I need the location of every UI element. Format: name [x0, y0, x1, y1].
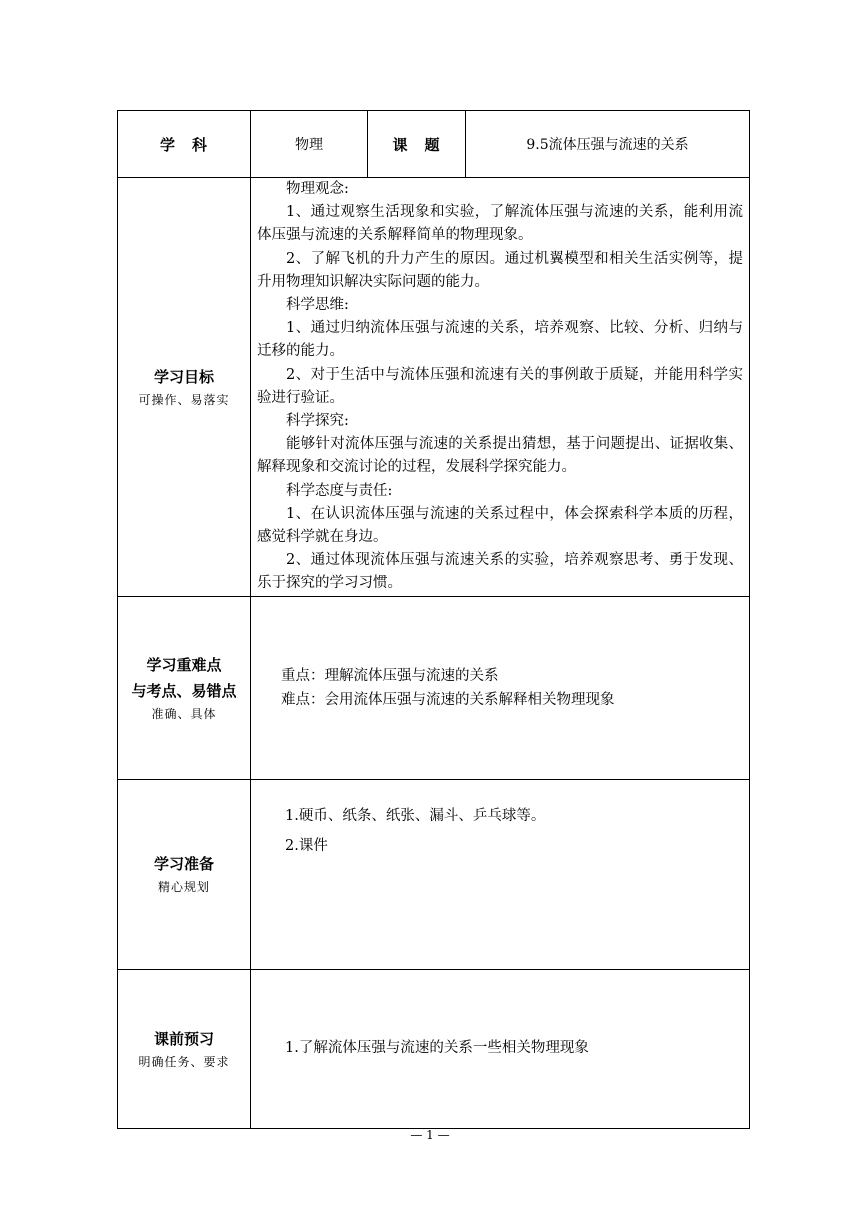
- subject-value: 物理: [251, 111, 368, 178]
- key-points-sublabel: 准确、具体: [151, 706, 217, 721]
- goals-paragraph: 1、在认识流体压强与流速的关系过程中，体会探索科学本质的历程，感觉科学就在身边。: [257, 505, 743, 546]
- goals-paragraph: 1、通过归纳流体压强与流速的关系，培养观察、比较、分析、归纳与迁移的能力。: [257, 320, 743, 360]
- preview-sublabel: 明确任务、要求: [138, 1054, 230, 1069]
- goals-content: [251, 178, 750, 597]
- topic-label: 课 题: [368, 111, 466, 178]
- key-points-label-cell: [118, 596, 251, 779]
- preparation-label: 学习准备: [153, 855, 214, 874]
- key-points-row: [118, 596, 750, 779]
- preparation-content: [251, 779, 750, 969]
- goals-label: 学习目标: [153, 367, 214, 386]
- preview-label-cell: [118, 969, 251, 1128]
- header-row: [118, 111, 750, 178]
- preview-label: 课前预习: [153, 1029, 214, 1048]
- goals-paragraph: 能够针对流体压强与流速的关系提出猜想，基于问题提出、证据收集、解释现象和交流讨论的过程，发展科学探究能力。: [257, 436, 743, 476]
- preparation-item: 1.硬币、纸条、纸张、漏斗、乒乓球等。: [285, 807, 546, 824]
- goals-label-cell: [118, 178, 251, 597]
- key-points-content: [251, 596, 750, 779]
- goals-paragraph: 2、对于生活中与流体压强和流速有关的事例敢于质疑，并能用科学实验进行验证。: [257, 366, 743, 406]
- lesson-plan-table: [117, 110, 750, 1129]
- preparation-sublabel: 精心规划: [157, 880, 210, 895]
- goals-sublabel: 可操作、易落实: [138, 392, 230, 407]
- goals-paragraph: 1、通过观察生活现象和实验，了解流体压强与流速的关系，能利用流体压强与流速的关系解释简单的物理现象。: [257, 204, 743, 244]
- preview-text: 1.了解流体压强与流速的关系一些相关物理现象: [285, 1040, 589, 1057]
- preparation-label-cell: [118, 779, 251, 969]
- goals-paragraph: 2、了解飞机的升力产生的原因。通过机翼模型和相关生活实例等，提升用物理知识解决实际问题的能力。: [257, 250, 743, 290]
- page-number: — 1 —: [410, 1128, 450, 1142]
- goals-paragraph: 物理观念:: [286, 181, 349, 197]
- preview-content: [251, 969, 750, 1128]
- goals-paragraph: 科学思维:: [286, 297, 349, 314]
- preview-row: [118, 969, 750, 1128]
- subject-label: 学 科: [118, 111, 251, 178]
- goals-paragraph: 2、通过体现流体压强与流速关系的实验，培养观察思考、勇于发现、乐于探究的学习习惯。: [257, 552, 743, 592]
- key-difficulty: 难点：会用流体压强与流速的关系解释相关物理现象: [281, 691, 615, 708]
- preparation-item: 2.课件: [285, 837, 328, 854]
- key-focus: 重点：理解流体压强与流速的关系: [281, 667, 499, 684]
- key-points-label-line1: 学习重难点: [146, 655, 222, 674]
- goals-paragraph: 科学态度与责任:: [286, 482, 393, 499]
- preparation-row: [118, 779, 750, 969]
- goals-row: [118, 178, 750, 597]
- topic-value: 9.5流体压强与流速的关系: [466, 111, 750, 178]
- goals-paragraph: 科学探究:: [286, 413, 349, 430]
- key-points-label-line2: 与考点、易错点: [131, 681, 237, 700]
